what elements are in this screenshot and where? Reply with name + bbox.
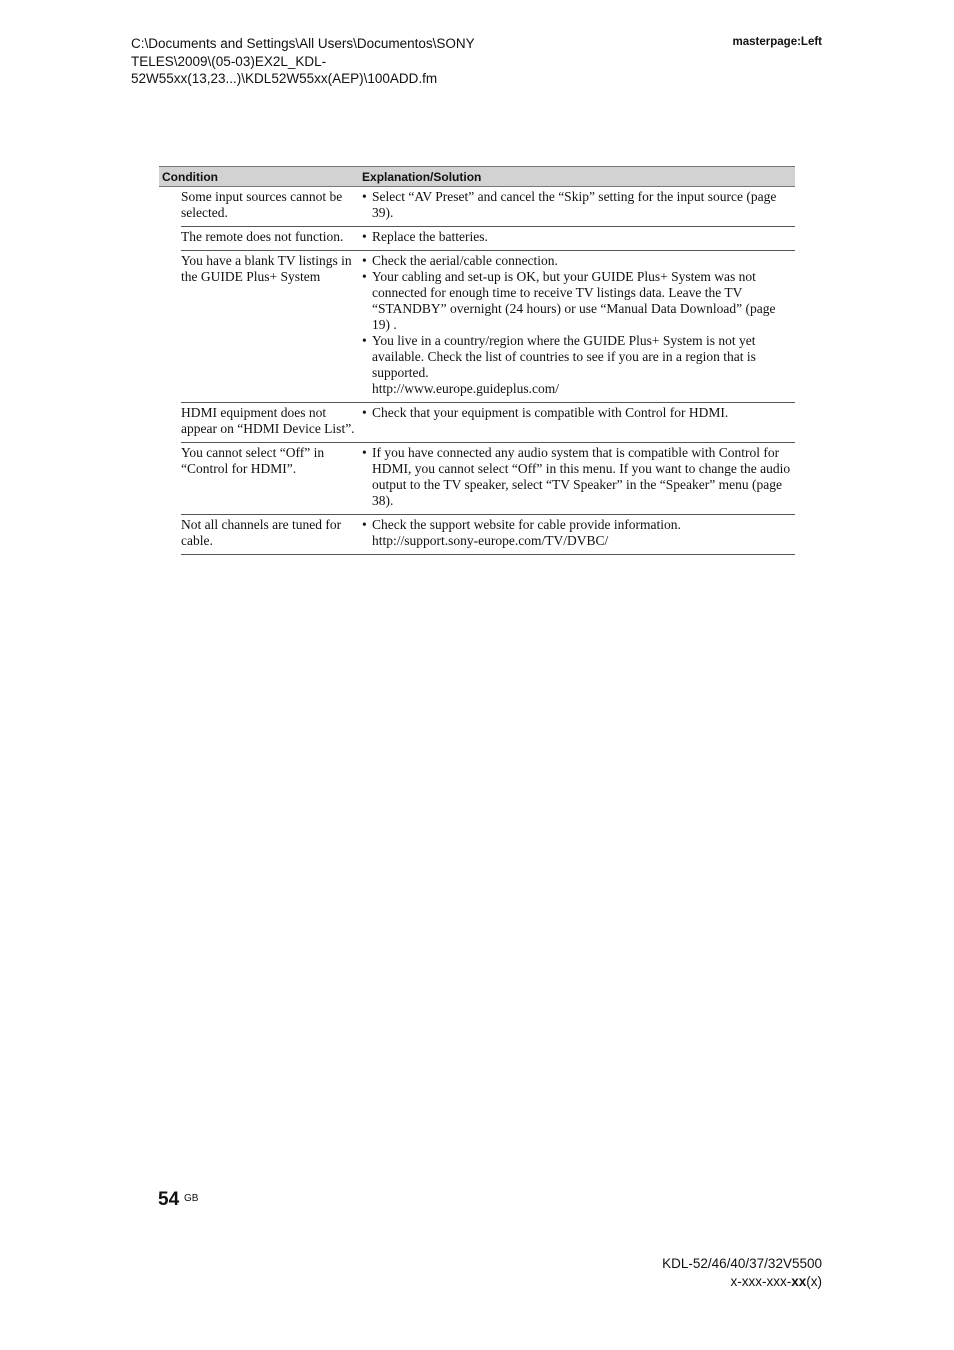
solution-cell bbox=[359, 227, 795, 251]
solution-item: • Your cabling and set-up is OK, but your GUIDE Plus+ System was not connected for enough time to receive TV listings data. Leave the TV “STANDBY” overnight (24 hours) or use “Manual Data Download” (page 19) . bbox=[362, 269, 795, 333]
solution-column-header: Explanation/Solution bbox=[359, 167, 795, 187]
guideplus-url: http://www.europe.guideplus.com/ bbox=[372, 381, 559, 396]
condition-cell: Some input sources cannot be selected. bbox=[181, 187, 359, 227]
condition-cell: Not all channels are tuned for cable. bbox=[181, 515, 359, 555]
table-row bbox=[159, 443, 795, 515]
solution-item: • Replace the batteries. bbox=[362, 229, 795, 245]
model-number: KDL-52/46/40/37/32V5500 bbox=[662, 1256, 822, 1271]
table-row bbox=[159, 403, 795, 443]
solution-item: • Check the aerial/cable connection. bbox=[362, 253, 795, 269]
catalog-bold: xx bbox=[791, 1274, 807, 1289]
condition-column-header: Condition bbox=[159, 167, 359, 187]
solution-cell bbox=[359, 187, 795, 227]
catalog-suffix: (x) bbox=[806, 1274, 822, 1289]
page-language-code: GB bbox=[184, 1193, 199, 1204]
catalog-prefix: x-xxx-xxx- bbox=[730, 1274, 792, 1289]
troubleshooting-table bbox=[159, 166, 795, 555]
table-header-row bbox=[159, 167, 795, 187]
file-path-line: 52W55xx(13,23...)\KDL52W55xx(AEP)\100ADD.fm bbox=[131, 71, 438, 86]
solution-cell bbox=[359, 403, 795, 443]
table-row bbox=[159, 227, 795, 251]
solution-item: • Select “AV Preset” and cancel the “Skip” setting for the input source (page 39). bbox=[362, 189, 795, 221]
condition-cell: HDMI equipment does not appear on “HDMI Device List”. bbox=[181, 403, 359, 443]
condition-cell: You have a blank TV listings in the GUIDE Plus+ System bbox=[181, 251, 359, 403]
solution-item: • If you have connected any audio system that is compatible with Control for HDMI, you cannot select “Off” in this menu. If you want to change the audio output to the TV speaker, select “TV Speaker” in the “Speaker” menu (page 38). bbox=[362, 445, 795, 509]
solution-item: • Check that your equipment is compatible with Control for HDMI. bbox=[362, 405, 795, 421]
table-row bbox=[159, 187, 795, 227]
page-number: 54 bbox=[158, 1189, 180, 1210]
catalog-number bbox=[730, 1274, 822, 1289]
solution-cell bbox=[359, 515, 795, 555]
solution-item: • You live in a country/region where the GUIDE Plus+ System is not yet available. Check the list of countries to see if you are in a region that is supported. bbox=[362, 333, 795, 381]
support-url: http://support.sony-europe.com/TV/DVBC/ bbox=[372, 533, 609, 548]
file-path-line: TELES\2009\(05-03)EX2L_KDL- bbox=[131, 53, 327, 69]
table-row bbox=[159, 251, 795, 403]
condition-cell: You cannot select “Off” in “Control for HDMI”. bbox=[181, 443, 359, 515]
file-path-header bbox=[131, 35, 531, 88]
condition-cell: The remote does not function. bbox=[181, 227, 359, 251]
solution-item: • Check the support website for cable provide information. bbox=[362, 517, 795, 533]
table-row bbox=[159, 515, 795, 555]
solution-cell bbox=[359, 251, 795, 403]
file-path-line: C:\Documents and Settings\All Users\Documentos\SONY bbox=[131, 36, 475, 51]
solution-cell bbox=[359, 443, 795, 515]
masterpage-label: masterpage:Left bbox=[732, 36, 822, 48]
